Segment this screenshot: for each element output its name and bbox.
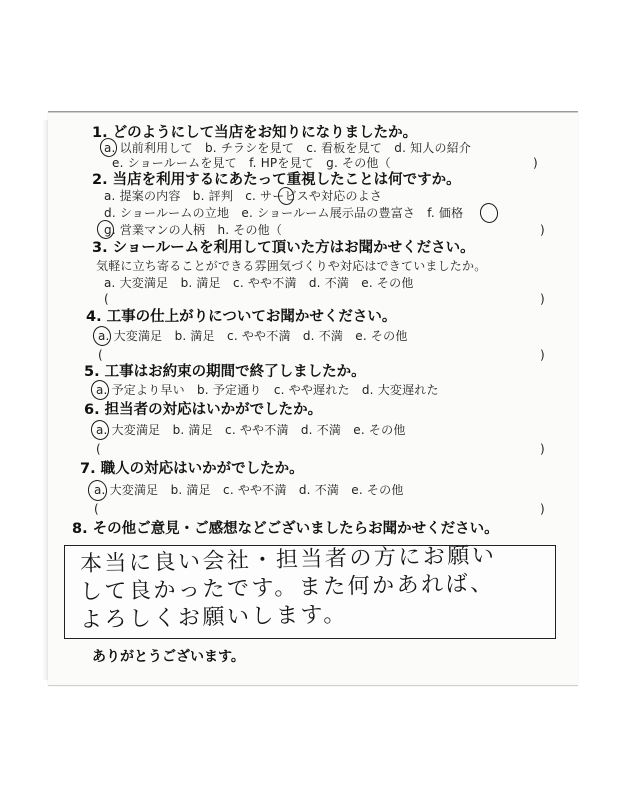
- question-3-paren-close: ): [540, 292, 545, 306]
- question-1-options-row-2: e. ショールームを見て f. HPを見て g. その他（: [112, 156, 391, 170]
- question-6-title: 6. 担当者の対応はいかがでしたか。: [84, 402, 323, 418]
- question-6-paren-close: ): [540, 442, 545, 456]
- question-2-options-row-3: g. 営業マンの人柄 h. その他（: [104, 223, 283, 237]
- question-7-paren-close: ): [540, 502, 545, 516]
- question-8-title: 8. その他ご意見・ご感想などございましたらお聞かせください。: [72, 521, 499, 537]
- handwritten-comment-line-2: して良かったです。また何かあれば、: [79, 571, 495, 605]
- question-6-paren-open: (: [96, 442, 101, 456]
- question-2-options-row-1: a. 提案の内容 b. 評判 c. サービスや対応のよさ: [104, 189, 383, 203]
- question-3-options-row: a. 大変満足 b. 満足 c. やや不満 d. 不満 e. その他: [104, 276, 414, 290]
- question-1-paren-close: ): [533, 156, 538, 170]
- question-5-title: 5. 工事はお約束の期間で終了しましたか。: [84, 364, 366, 380]
- question-6-options-row: a. 大変満足 b. 満足 c. やや不満 d. 不満 e. その他: [96, 423, 406, 437]
- question-7-options-row: a. 大変満足 b. 満足 c. やや不満 d. 不満 e. その他: [94, 483, 404, 497]
- question-4-title: 4. 工事の仕上がりについてお聞かせください。: [86, 309, 397, 325]
- handwritten-comment-line-1: 本当に良い会社・担当者の方にお願い: [79, 543, 497, 577]
- question-1-options-row-1: a. 以前利用して b. チラシを見て c. 看板を見て d. 知人の紹介: [104, 141, 472, 155]
- sheet-top-rule: [48, 111, 578, 112]
- question-2-paren-close: ): [540, 223, 545, 237]
- question-1-title: 1. どのようにして当店をお知りになりましたか。: [92, 125, 418, 141]
- question-5-options-row: a. 予定より早い b. 予定通り c. やや遅れた d. 大変遅れた: [96, 383, 439, 397]
- closing-thanks: ありがとうございます。: [92, 649, 245, 665]
- question-2-title: 2. 当店を利用するにあたって重視したことは何ですか。: [92, 172, 461, 188]
- question-4-paren-open: (: [98, 348, 103, 362]
- question-3-subtext: 気軽に立ち寄ることができる雰囲気づくりや対応はできていましたか。: [96, 259, 487, 273]
- question-4-options-row: a. 大変満足 b. 満足 c. やや不満 d. 不満 e. その他: [98, 329, 408, 343]
- question-7-paren-open: (: [94, 502, 99, 516]
- question-7-title: 7. 職人の対応はいかがでしたか。: [80, 461, 304, 477]
- question-3-title: 3. ショールームを利用して頂いた方はお聞かせください。: [92, 240, 475, 256]
- question-4-paren-close: ): [540, 348, 545, 362]
- handwritten-comment-line-3: よろしくお願いします。: [79, 602, 348, 633]
- question-2-options-row-2: d. ショールームの立地 e. ショールーム展示品の豊富さ f. 価格: [104, 206, 464, 220]
- question-3-paren-open: (: [104, 292, 109, 306]
